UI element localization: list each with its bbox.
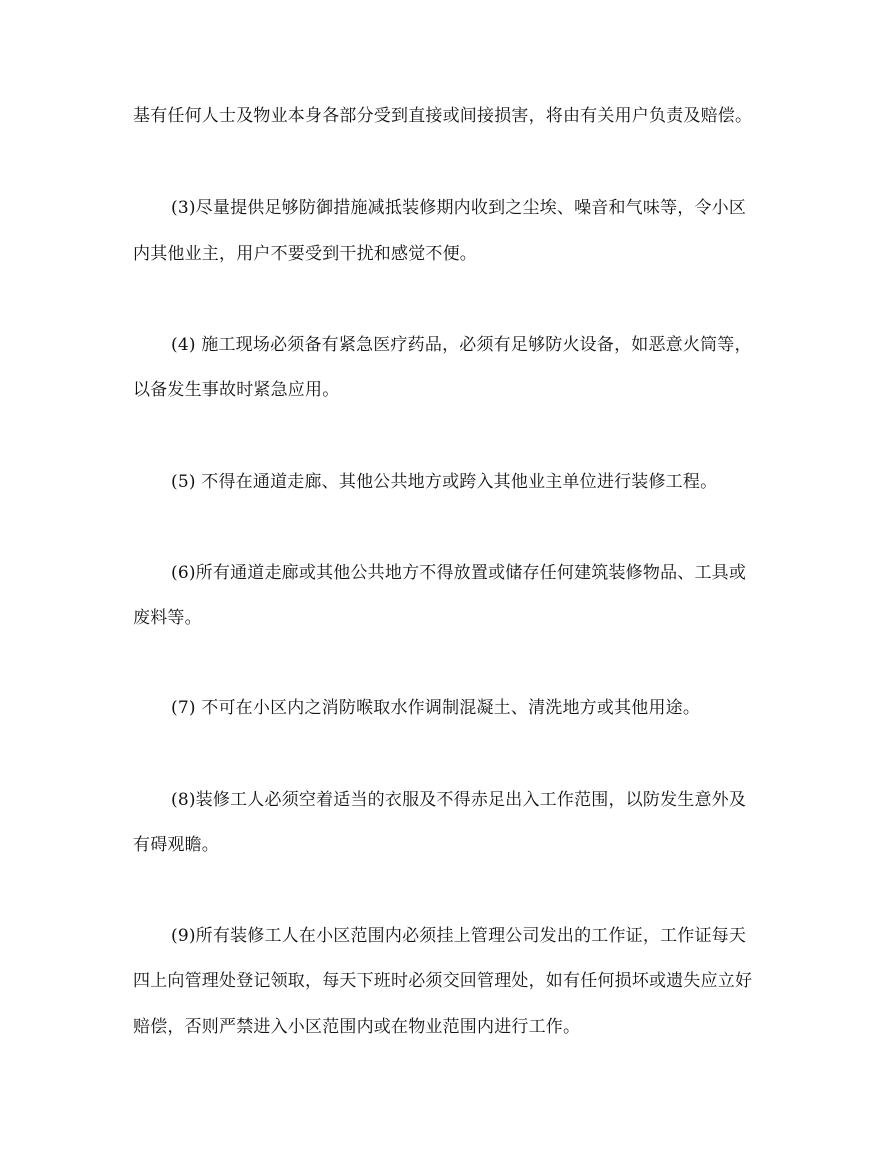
paragraph-5-line-1: (5) 不得在通道走廊、其他公共地方或跨入其他业主单位进行装修工程。 [171, 472, 718, 492]
paragraph-4-line-2: 以备发生事故时紧急应用。 [133, 380, 340, 400]
paragraph-9-line-1: (9)所有装修工人在小区范围内必须挂上管理公司发出的工作证，工作证每天 [171, 926, 747, 946]
paragraph-7-line-1: (7) 不可在小区内之消防喉取水作调制混凝土、清洗地方或其他用途。 [171, 698, 701, 718]
paragraph-6-line-2: 废料等。 [133, 608, 202, 628]
paragraph-9-line-2: 四上向管理处登记领取，每天下班时必须交回管理处，如有任何损坏或遗失应立好 [133, 971, 753, 991]
paragraph-8-line-2: 有碍观瞻。 [133, 835, 219, 855]
paragraph-8-line-1: (8)装修工人必须空着适当的衣服及不得赤足出入工作范围，以防发生意外及 [171, 790, 747, 810]
paragraph-2-line-1: 基有任何人士及物业本身各部分受到直接或间接损害，将由有关用户负责及赔偿。 [133, 106, 753, 126]
paragraph-4-line-1: (4) 施工现场必须备有紧急医疗药品，必须有足够防火设备，如恶意火筒等， [171, 335, 752, 355]
paragraph-3-line-2: 内其他业主，用户不要受到干扰和感觉不便。 [133, 244, 477, 264]
paragraph-9-line-3: 赔偿，否则严禁进入小区范围内或在物业范围内进行工作。 [133, 1017, 581, 1037]
paragraph-3-line-1: (3)尽量提供足够防御措施减抵装修期内收到之尘埃、噪音和气味等，令小区 [171, 198, 747, 218]
paragraph-6-line-1: (6)所有通道走廊或其他公共地方不得放置或储存任何建筑装修物品、工具或 [171, 563, 747, 583]
